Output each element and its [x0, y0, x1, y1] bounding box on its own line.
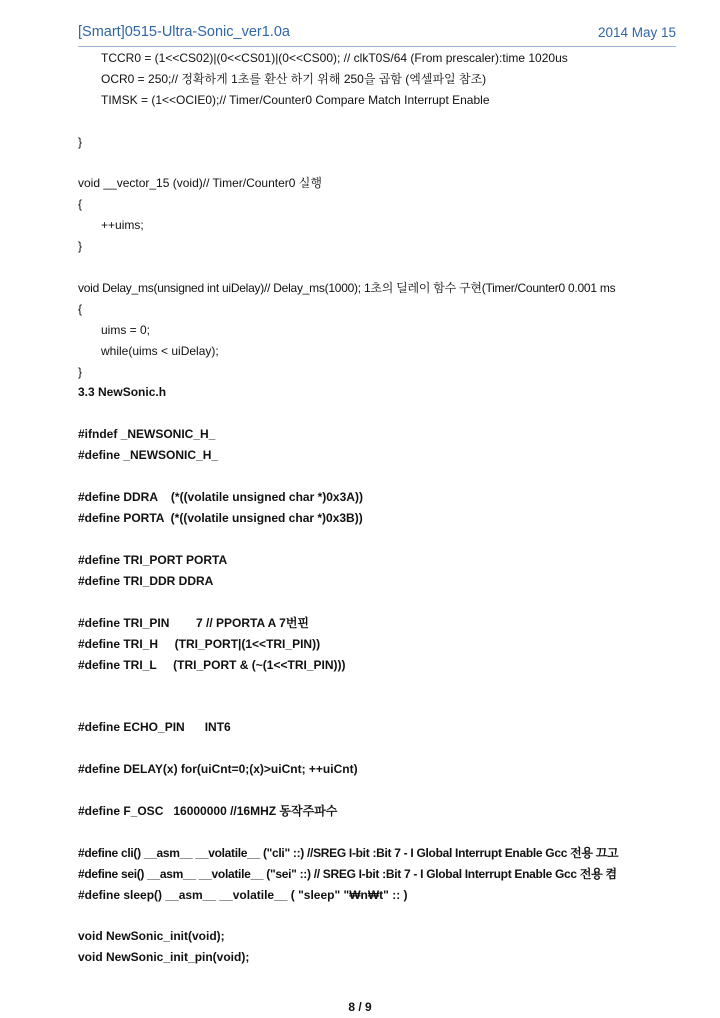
- code-line: #define sei() __asm__ __volatile__ ("sei" ::) // SREG I-bit :Bit 7 - I Global Interrupt Enable Gcc 전용 켬: [78, 867, 617, 881]
- code-line: }: [78, 239, 83, 253]
- section-heading: 3.3 NewSonic.h: [78, 385, 167, 399]
- page-number: 8 / 9: [348, 1000, 372, 1014]
- code-line: #define _NEWSONIC_H_: [78, 448, 219, 462]
- code-line: #define TRI_H (TRI_PORT|(1<<TRI_PIN)): [78, 637, 321, 651]
- code-line: {: [78, 302, 83, 316]
- code-line: #define sleep() __asm__ __volatile__ ( "sleep" "₩n₩t" :: ): [78, 888, 408, 902]
- code-line: void Delay_ms(unsigned int uiDelay)// Delay_ms(1000); 1초의 딜레이 함수 구현(Timer/Counter0 0.001 ms: [78, 281, 616, 295]
- page-header: [78, 22, 676, 47]
- code-line: #define DDRA (*((volatile unsigned char *)0x3A)): [78, 490, 363, 504]
- code-line: void NewSonic_init(void);: [78, 929, 225, 943]
- code-line: {: [78, 197, 83, 211]
- document-title: [Smart]0515-Ultra-Sonic_ver1.0a: [78, 24, 290, 40]
- code-line: #define TRI_PIN 7 // PPORTA A 7번핀: [78, 616, 310, 630]
- code-line: TCCR0 = (1<<CS02)|(0<<CS01)|(0<<CS00); // clkT0S/64 (From prescaler):time 1020us: [101, 51, 568, 65]
- code-line: TIMSK = (1<<OCIE0);// Timer/Counter0 Compare Match Interrupt Enable: [101, 93, 490, 107]
- code-line: void NewSonic_init_pin(void);: [78, 950, 250, 964]
- code-line: }: [78, 365, 83, 379]
- code-line: }: [78, 135, 83, 149]
- code-line: void __vector_15 (void)// Timer/Counter0 실행: [78, 176, 322, 190]
- code-line: #define PORTA (*((volatile unsigned char *)0x3B)): [78, 511, 363, 525]
- code-line: #define TRI_L (TRI_PORT & (~(1<<TRI_PIN))): [78, 658, 346, 672]
- code-line: while(uims < uiDelay);: [101, 344, 219, 358]
- code-line: #define TRI_DDR DDRA: [78, 574, 214, 588]
- document-date: 2014 May 15: [597, 25, 676, 40]
- code-line: #ifndef _NEWSONIC_H_: [78, 427, 216, 441]
- code-line: #define F_OSC 16000000 //16MHZ 동작주파수: [78, 804, 338, 818]
- code-line: #define TRI_PORT PORTA: [78, 553, 228, 567]
- code-line: #define ECHO_PIN INT6: [78, 720, 231, 734]
- code-line: #define DELAY(x) for(uiCnt=0;(x)>uiCnt; ++uiCnt): [78, 762, 358, 776]
- code-line: uims = 0;: [101, 323, 151, 337]
- code-line: ++uims;: [101, 218, 144, 232]
- code-line: #define cli() __asm__ __volatile__ ("cli" ::) //SREG I-bit :Bit 7 - I Global Interrupt Enable Gcc 전용 끄고: [78, 846, 619, 860]
- code-line: OCR0 = 250;// 정확하게 1초를 환산 하기 위해 250을 곱함 (엑셀파일 참조): [101, 72, 487, 86]
